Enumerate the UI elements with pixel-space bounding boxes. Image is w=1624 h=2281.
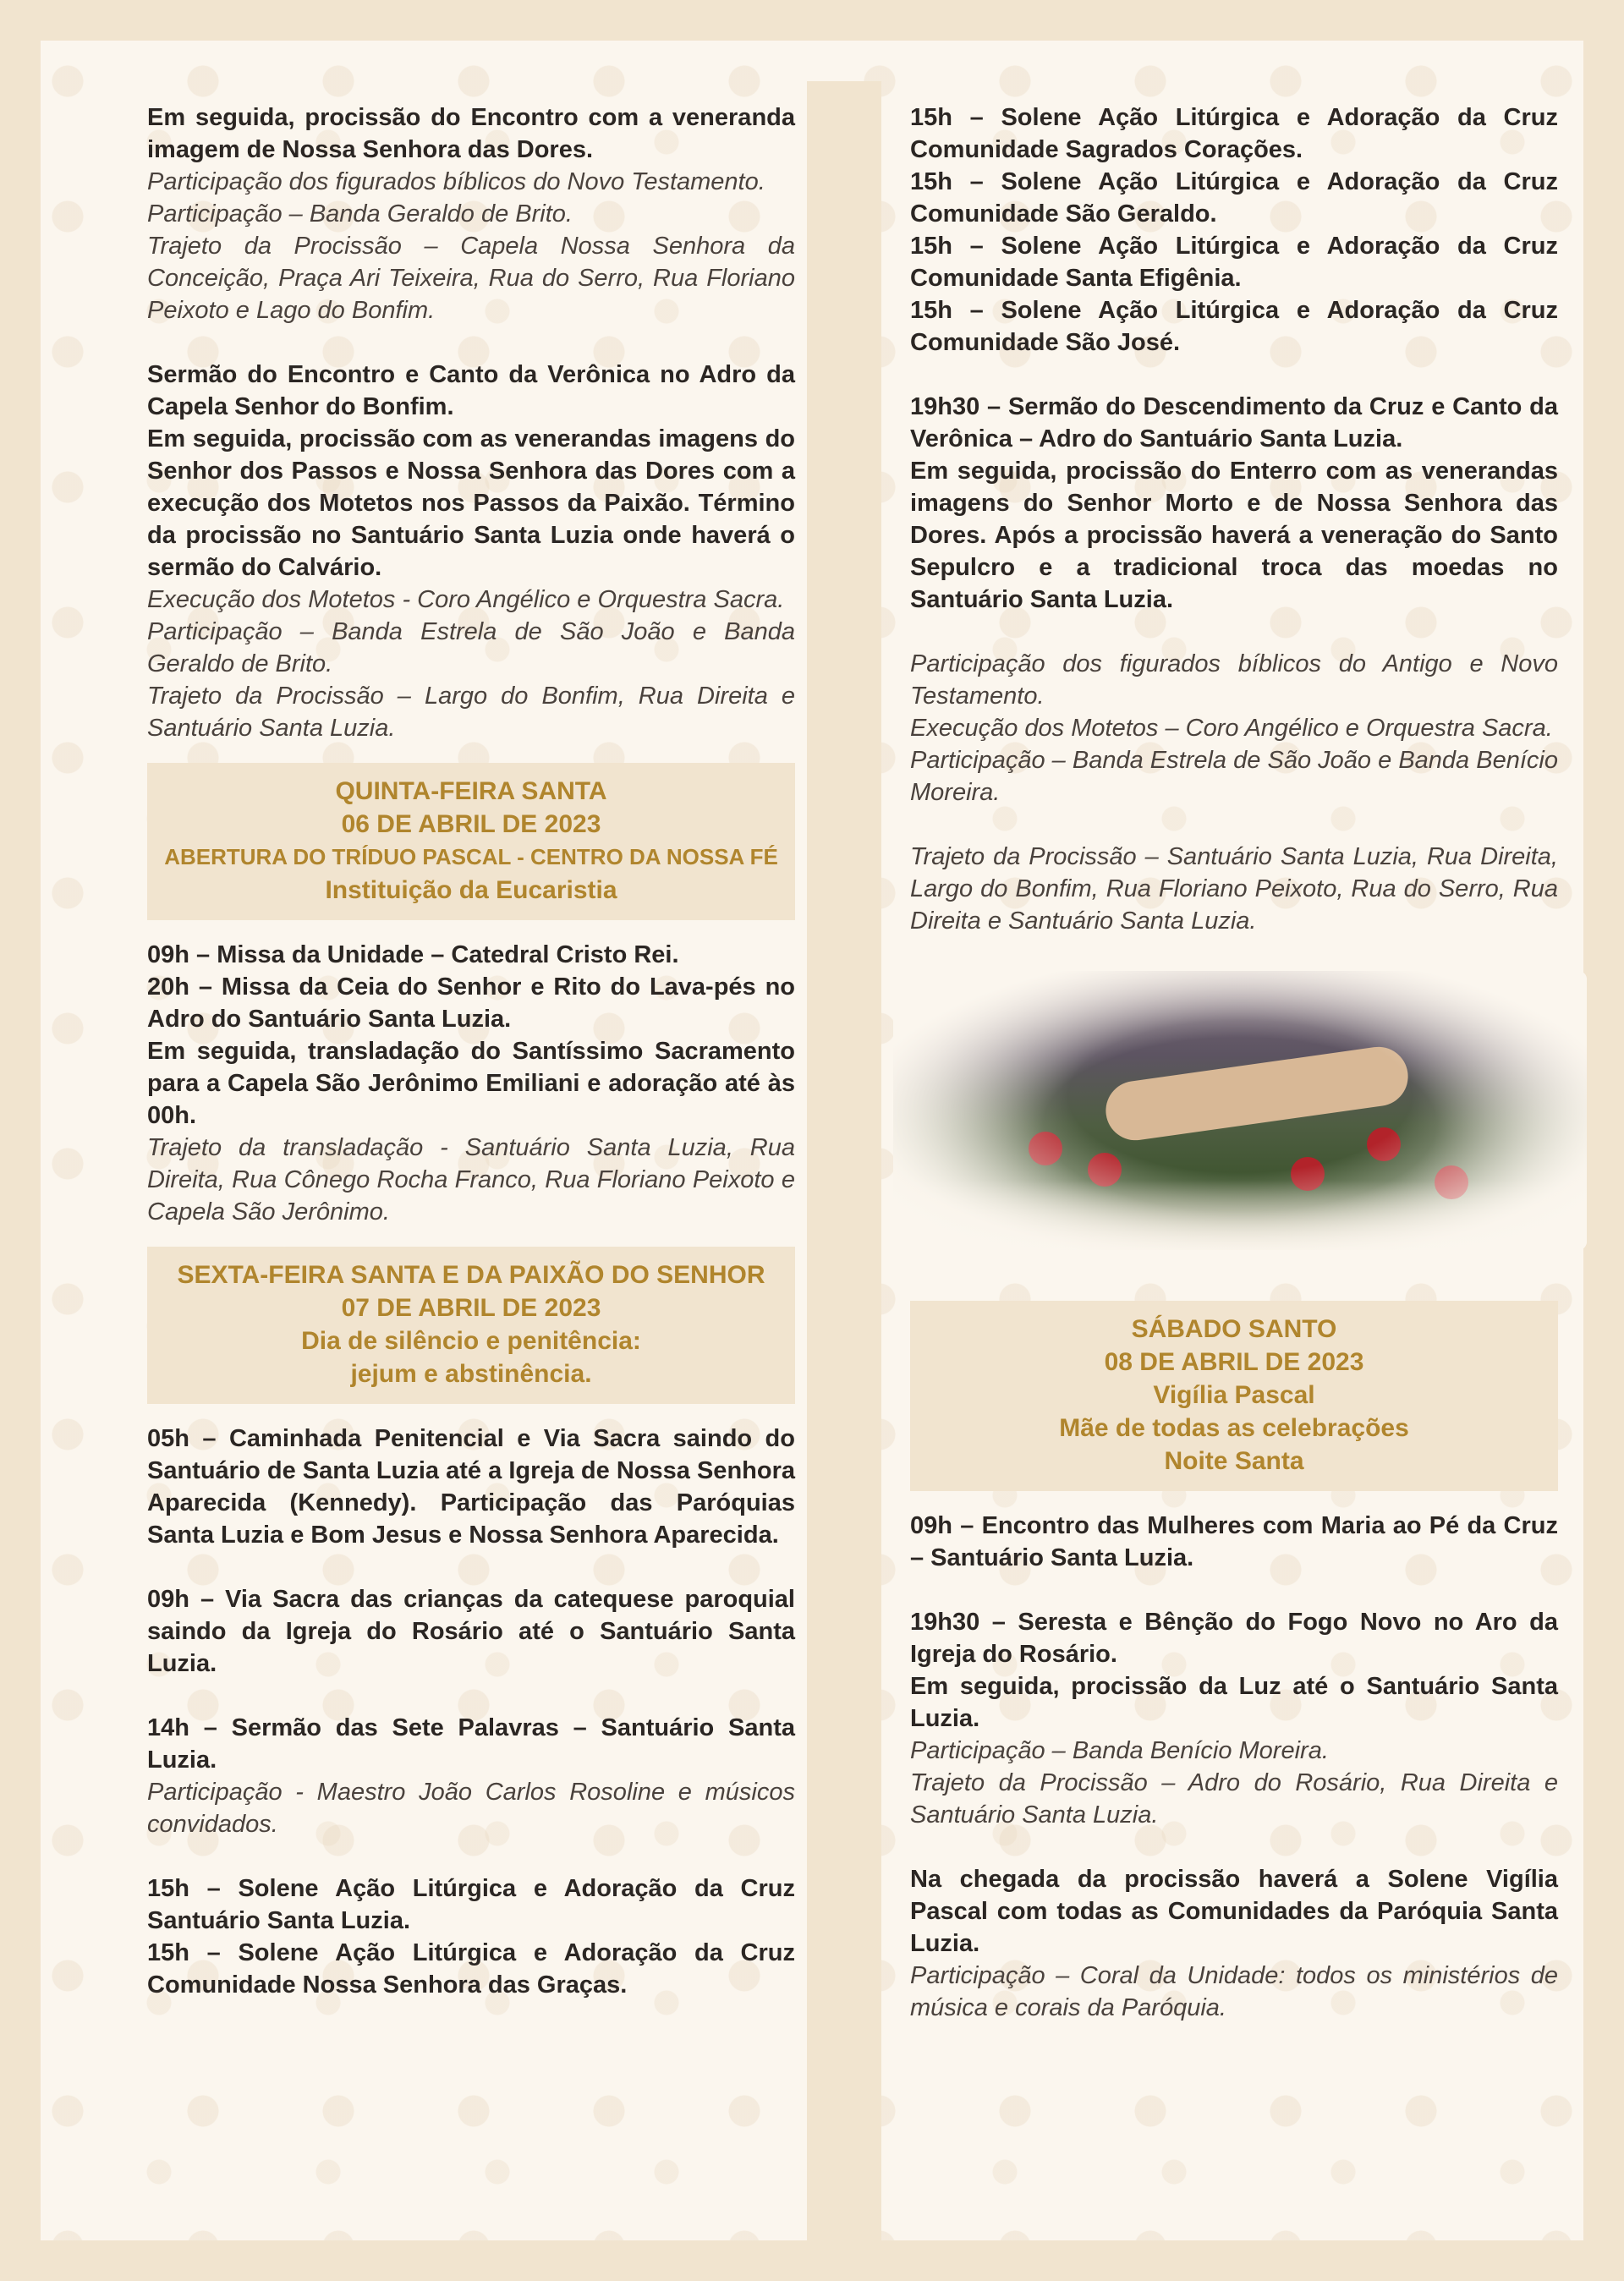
banner-title: QUINTA-FEIRA SANTA (335, 777, 607, 805)
paragraph: Em seguida, procissão do Enterro com as venerandas imagens do Senhor Morto e de Nossa Senhora das Dores. Após a procissão haverá a veneração do Santo Sepulcro e a tradicional troca das moedas no Santuário Santa Luzia. (910, 458, 1558, 613)
section-banner-quinta-feira (147, 763, 795, 920)
paragraph: 09h – Missa da Unidade – Catedral Cristo Rei. (147, 941, 679, 968)
banner-date: 06 DE ABRIL DE 2023 (341, 810, 601, 838)
procession-photo (893, 971, 1587, 1250)
paragraph: 15h – Solene Ação Litúrgica e Adoração da Cruz Comunidade Sagrados Corações. (910, 104, 1558, 163)
paragraph-note: Participação – Banda Estrela de São João e Banda Benício Moreira. (910, 747, 1558, 806)
banner-title: SÁBADO SANTO (1131, 1315, 1337, 1343)
paragraph-note: Trajeto da Procissão – Capela Nossa Senhora da Conceição, Praça Ari Teixeira, Rua do Serro, Rua Floriano Peixoto e Lago do Bonfim. (147, 233, 795, 324)
paragraph: 19h30 – Sermão do Descendimento da Cruz e Canto da Verônica – Adro do Santuário Santa Luzia. (910, 393, 1558, 452)
banner-theme: jejum e abstinência. (350, 1360, 592, 1388)
banner-subtitle: Vigília Pascal (1153, 1381, 1315, 1409)
banner-theme: Instituição da Eucaristia (325, 876, 617, 904)
paragraph: 15h – Solene Ação Litúrgica e Adoração da Cruz Comunidade São Geraldo. (910, 168, 1558, 228)
section-banner-sabado (910, 1301, 1558, 1491)
paragraph: 15h – Solene Ação Litúrgica e Adoração da Cruz Comunidade Nossa Senhora das Graças. (147, 1939, 795, 1999)
paragraph-note: Participação dos figurados bíblicos do Novo Testamento. (147, 168, 765, 195)
paragraph-note: Execução dos Motetos - Coro Angélico e Orquestra Sacra. (147, 586, 785, 613)
paragraph-note: Participação – Coral da Unidade: todos os ministérios de música e corais da Paróquia. (910, 1962, 1558, 2021)
paragraph: Em seguida, procissão com as venerandas imagens do Senhor dos Passos e Nossa Senhora das Dores com a execução dos Motetos nos Passos da Paixão. Término da procissão no Santuário Santa Luzia onde haverá o sermão do Calvário. (147, 425, 795, 581)
paragraph-note: Participação – Banda Estrela de São João e Banda Geraldo de Brito. (147, 618, 795, 677)
paragraph: 15h – Solene Ação Litúrgica e Adoração da Cruz Santuário Santa Luzia. (147, 1875, 795, 1934)
paragraph-note: Participação – Banda Geraldo de Brito. (147, 200, 573, 228)
paragraph: 20h – Missa da Ceia do Senhor e Rito do Lava-pés no Adro do Santuário Santa Luzia. (147, 973, 795, 1033)
paragraph: Na chegada da procissão haverá a Solene Vigília Pascal com todas as Comunidades da Paróquia Santa Luzia. (910, 1866, 1558, 1957)
banner-date: 08 DE ABRIL DE 2023 (1104, 1348, 1364, 1376)
paragraph: Em seguida, procissão da Luz até o Santuário Santa Luzia. (910, 1673, 1558, 1732)
banner-date: 07 DE ABRIL DE 2023 (341, 1294, 601, 1322)
left-column (147, 101, 795, 2001)
paragraph: Em seguida, transladação do Santíssimo Sacramento para a Capela São Jerônimo Emiliani e adoração até às 00h. (147, 1038, 795, 1129)
column-gutter (807, 81, 881, 2281)
paragraph-note: Participação dos figurados bíblicos do Antigo e Novo Testamento. (910, 650, 1558, 710)
paragraph-note: Trajeto da Procissão – Largo do Bonfim, Rua Direita e Santuário Santa Luzia. (147, 683, 795, 742)
paragraph-note: Trajeto da Procissão – Adro do Rosário, Rua Direita e Santuário Santa Luzia. (910, 1769, 1558, 1829)
paragraph-note: Trajeto da Procissão – Santuário Santa Luzia, Rua Direita, Largo do Bonfim, Rua Floriano Peixoto, Rua do Serro, Rua Direita e Santuário Santa Luzia. (910, 843, 1558, 935)
banner-subtitle: Dia de silêncio e penitência: (301, 1327, 641, 1355)
paragraph: Sermão do Encontro e Canto da Verônica no Adro da Capela Senhor do Bonfim. (147, 361, 795, 420)
paragraph: Em seguida, procissão do Encontro com a veneranda imagem de Nossa Senhora das Dores. (147, 104, 795, 163)
banner-subtitle: ABERTURA DO TRÍDUO PASCAL - CENTRO DA NOSSA FÉ (164, 844, 778, 869)
paragraph: 19h30 – Seresta e Bênção do Fogo Novo no Aro da Igreja do Rosário. (910, 1609, 1558, 1668)
paragraph: 14h – Sermão das Sete Palavras – Santuário Santa Luzia. (147, 1714, 795, 1774)
paragraph: 05h – Caminhada Penitencial e Via Sacra saindo do Santuário de Santa Luzia até a Igreja de Nossa Senhora Aparecida (Kennedy). Participação das Paróquias Santa Luzia e Bom Jesus e Nossa Senhora Aparecida. (147, 1425, 795, 1549)
paragraph-note: Trajeto da transladação - Santuário Santa Luzia, Rua Direita, Rua Cônego Rocha Franco, Rua Floriano Peixoto e Capela São Jerônimo. (147, 1134, 795, 1225)
paragraph: 09h – Encontro das Mulheres com Maria ao Pé da Cruz – Santuário Santa Luzia. (910, 1512, 1558, 1571)
paragraph: 09h – Via Sacra das crianças da catequese paroquial saindo da Igreja do Rosário até o Santuário Santa Luzia. (147, 1586, 795, 1677)
banner-theme-2: Noite Santa (1164, 1447, 1304, 1475)
paragraph: 15h – Solene Ação Litúrgica e Adoração da Cruz Comunidade Santa Efigênia. (910, 233, 1558, 292)
paragraph-note: Participação – Banda Benício Moreira. (910, 1737, 1329, 1764)
section-banner-sexta-feira (147, 1247, 795, 1404)
paragraph: 15h – Solene Ação Litúrgica e Adoração da Cruz Comunidade São José. (910, 297, 1558, 356)
right-column (910, 101, 1558, 2024)
banner-title: SEXTA-FEIRA SANTA E DA PAIXÃO DO SENHOR (177, 1261, 765, 1289)
paragraph-note: Execução dos Motetos – Coro Angélico e Orquestra Sacra. (910, 715, 1553, 742)
banner-theme: Mãe de todas as celebrações (1059, 1414, 1409, 1442)
paragraph-note: Participação - Maestro João Carlos Rosoline e músicos convidados. (147, 1779, 795, 1838)
